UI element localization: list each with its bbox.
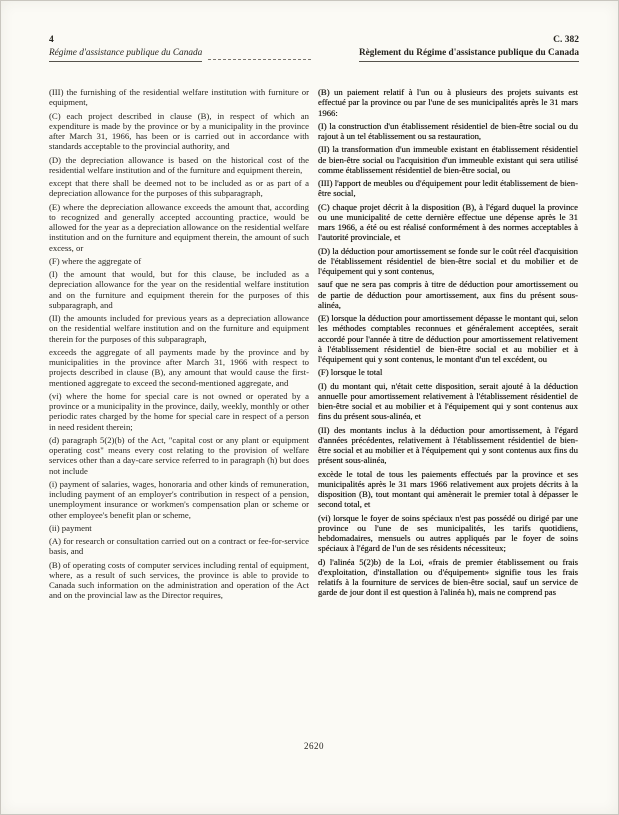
clause-paragraph: (vi) where the home for special care is not owned or operated by a province or a municipality in the province, daily, weekly, monthly or other periodic rates charged by the home for special care in respect of a person in need resident therein; — [49, 390, 309, 432]
clause-paragraph: (III) l'apport de meubles ou d'équipement pour ledit établissement de bien-être social, — [318, 178, 578, 199]
two-column-body — [49, 87, 579, 604]
clause-paragraph: (I) la construction d'un établissement résidentiel de bien-être social ou du rajout à un tel établissement ou sa restauration, — [318, 120, 578, 141]
clause-paragraph: (B) un paiement relatif à l'un ou à plusieurs des projets suivants est effectué par la province ou par l'une de ses municipalités après le 31 mars 1966: — [318, 87, 578, 118]
clause-paragraph: (vi) lorsque le foyer de soins spéciaux n'est pas possédé ou dirigé par une province ou l'une de ses municipalités, les tarifs quotidiens, hebdomadaires, mensuels ou autres appliqués par le foyer de soins spéciaux à l'égard de l'un de ses résidents nécessiteux; — [318, 512, 578, 554]
clause-paragraph: (F) lorsque le total — [318, 367, 383, 378]
clause-paragraph: (II) la transformation d'un immeuble existant en établissement résidentiel de bien-être social ou l'acquisition d'un immeuble existant qui sera utilisé comme établissement résidentiel de bien-être social, ou — [318, 144, 578, 175]
chapter-number: C. 382 — [553, 35, 579, 45]
page-number: 4 — [49, 35, 54, 45]
clause-paragraph: (d) paragraph 5(2)(b) of the Act, "capital cost or any plant or equipment operating cost" means every cost relating to the provision of welfare services other than a day-care service referred to in paragraph (h) but does not include — [49, 434, 309, 476]
running-title-english: Régime d'assistance publique du Canada — [49, 47, 202, 62]
clause-paragraph: (I) the amount that would, but for this clause, be included as a depreciation allowance for the year on the residential welfare institution and on the furniture and equipment therein for the purposes of this subparagraph, and — [49, 269, 309, 310]
running-title-french: Règlement du Régime d'assistance publique du Canada — [359, 47, 579, 62]
clause-paragraph: (C) chaque projet décrit à la disposition (B), à l'égard duquel la province ou une municipalité de cette dernière effectue une dépense après le 31 mars 1966, a été ou est réalisé conformément à des normes acceptables à l'autorité provinciale, et — [318, 201, 578, 243]
dashed-rule — [208, 47, 311, 60]
clause-paragraph: sauf que ne sera pas compris à titre de déduction pour amortissement ou de partie de déduction pour amortissement, aux fins du présent sous-alinéa, — [318, 279, 578, 310]
clause-paragraph: (III) the furnishing of the residential welfare institution with furniture or equipment, — [49, 87, 309, 108]
clause-paragraph: (D) the depreciation allowance is based on the historical cost of the residential welfare institution and of the furniture and equipment therein, — [49, 154, 309, 175]
french-column — [318, 87, 578, 604]
clause-paragraph: exceeds the aggregate of all payments made by the province and by municipalities in the province after March 31, 1966 with respect to projects described in clause (B), any amount that would cause the first-mentioned aggregate to exceed the second-mentioned aggregate, and — [49, 346, 309, 388]
folio-number: 2620 — [304, 741, 324, 751]
clause-paragraph: (F) where the aggregate of — [49, 255, 142, 266]
running-title-row-right — [321, 47, 579, 62]
clause-paragraph: (C) each project described in clause (B), in respect of which an expenditure is made by the province or by a municipality in the province after March 31, 1966, has been or is carried out in accordance with standards acceptable to the provincial authority, and — [49, 110, 309, 152]
clause-paragraph: except that there shall be deemed not to be included as or as part of a depreciation allowance for the purposes of this subparagraph, — [49, 178, 309, 199]
running-title-row-left — [49, 47, 311, 62]
english-column — [49, 87, 309, 604]
clause-paragraph: (II) the amounts included for previous years as a depreciation allowance on the residential welfare institution and on the furniture and equipment therein for the purposes of this subparagraph, — [49, 313, 309, 344]
page-header — [49, 35, 579, 62]
clause-paragraph: d) l'alinéa 5(2)b) de la Loi, «frais de premier établissement ou frais d'exploitation, d'installation ou d'équipement» signifie tous les frais relatifs à la fourniture de services de bien-être social, sauf un service de garde de jour dont il est question à l'alinéa h), mais ne comprend pas — [318, 556, 578, 598]
clause-paragraph: (i) payment of salaries, wages, honoraria and other kinds of remuneration, including payment of an employer's contribution in respect of a pension, unemployment insurance or workmen's compensation plan or scheme or other employee's benefit plan or scheme, — [49, 478, 309, 520]
clause-paragraph: excède le total de tous les paiements effectués par la province et ses municipalités après le 31 mars 1966 relativement aux projets décrits à la disposition (B), tout montant qui amènerait le premier total à dépasser le second total, et — [318, 468, 578, 510]
clause-paragraph: (D) la déduction pour amortissement se fonde sur le coût réel d'acquisition de l'établissement résidentiel de bien-être social et du mobilier et de l'équipement qui y sont contenus, — [318, 245, 578, 276]
clause-paragraph: (B) of operating costs of computer services including rental of equipment, where, as a result of such services, the province is able to provide to Canada such information on the administration and operation of the Act and on the provincial law as the Director requires, — [49, 559, 309, 601]
header-right — [321, 35, 579, 62]
clause-paragraph: (E) lorsque la déduction pour amortissement dépasse le montant qui, selon les méthodes comptables reconnues et généralement acceptées, serait accordé pour l'année à titre de déduction pour amortissement relativement à l'établissement résidentiel de bien-être social et au mobilier et à l'équipement qui y sont contenus, le montant d'un tel excédent, ou — [318, 313, 578, 364]
clause-paragraph: (ii) payment — [49, 522, 92, 533]
page-footer — [49, 741, 579, 751]
clause-paragraph: (I) du montant qui, n'était cette disposition, serait ajouté à la déduction annuelle pour amortissement relativement à l'établissement résidentiel de bien-être social et au mobilier et à l'équipement qui y sont contenus aux fins du présent sous-alinéa, et — [318, 380, 578, 422]
clause-paragraph: (A) for research or consultation carried out on a contract or fee-for-service basis, and — [49, 536, 309, 557]
header-left — [49, 35, 311, 62]
clause-paragraph: (II) des montants inclus à la déduction pour amortissement, à l'égard d'années précédentes, relativement à l'établissement résidentiel de bien-être social et au mobilier et à l'équipement qui y sont contenus aux fins du présent sous-alinéa, — [318, 424, 578, 466]
clause-paragraph: (E) where the depreciation allowance exceeds the amount that, according to recognized and generally accepted accounting practice, would be allowed for the year as a depreciation allowance on the residential welfare institution and on the furniture and equipment therein, the amount of such excess, or — [49, 201, 309, 253]
